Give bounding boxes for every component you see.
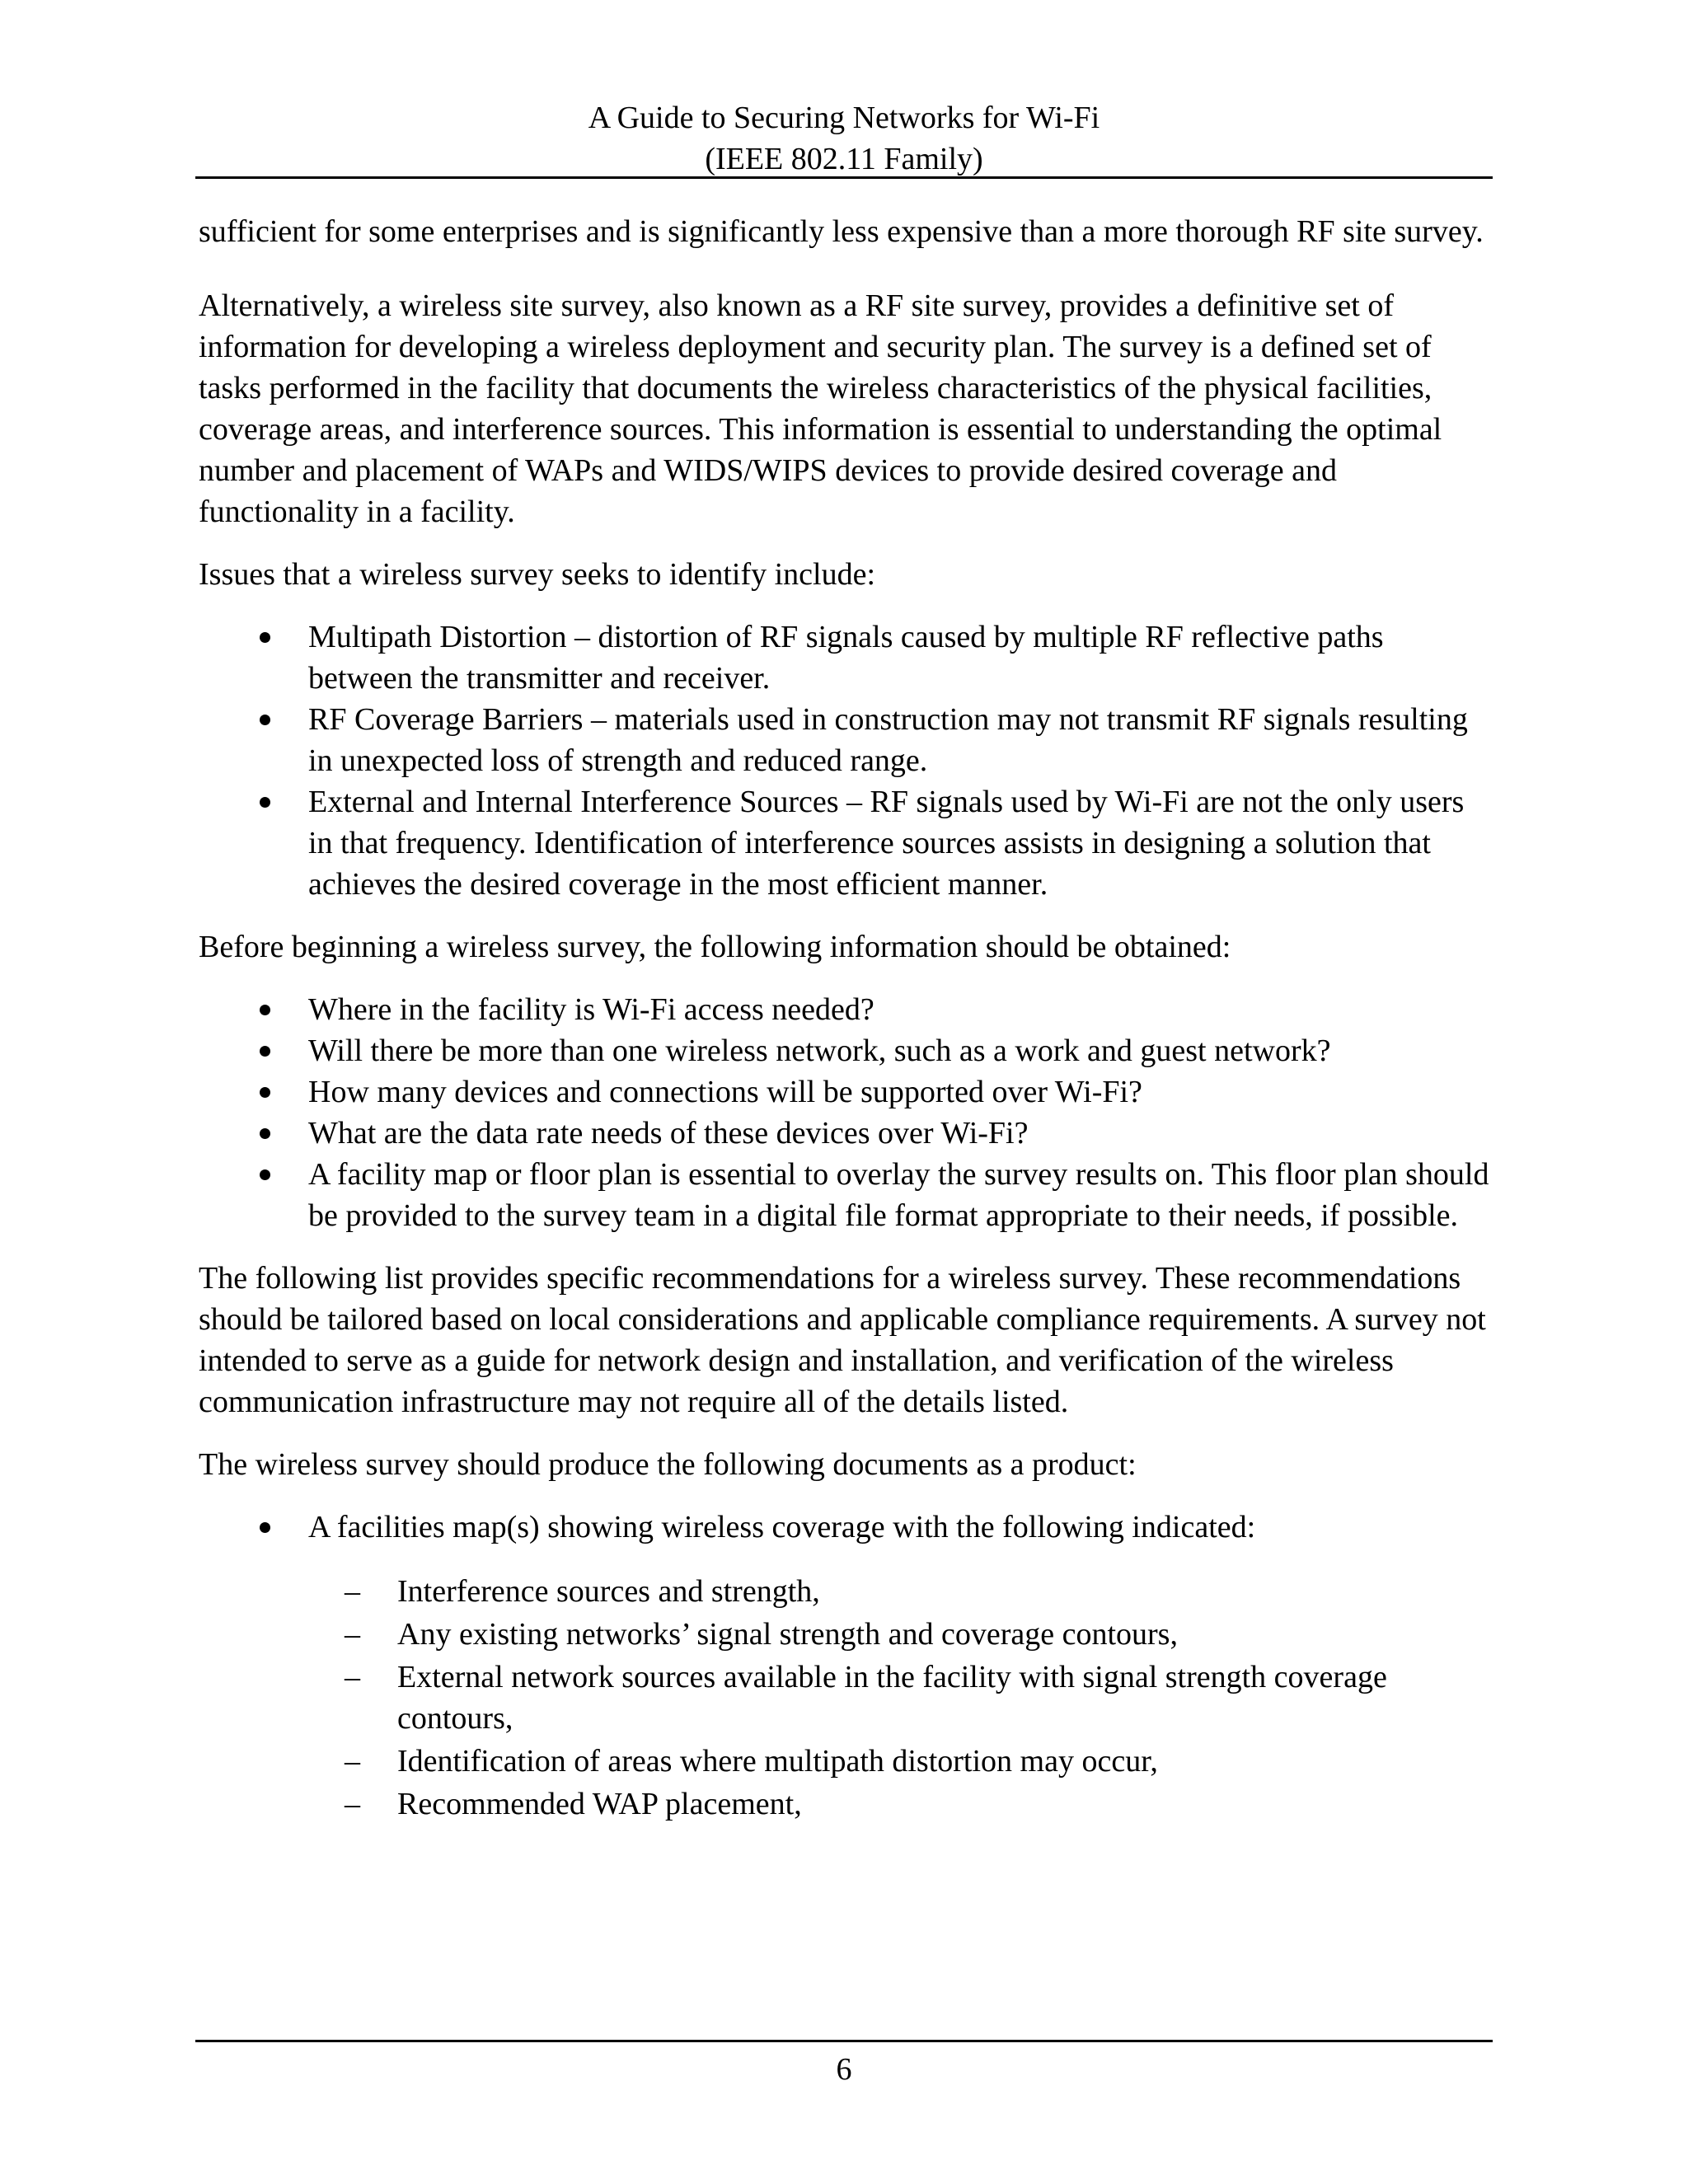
- header-rule: [195, 176, 1493, 179]
- page-number: 6: [836, 2052, 852, 2087]
- list-item: [199, 616, 1493, 699]
- list-item: [199, 781, 1493, 905]
- sublist-item: [199, 1741, 1493, 1782]
- header-title: A Guide to Securing Networks for Wi-Fi: [588, 101, 1100, 135]
- sublist-item: [199, 1614, 1493, 1655]
- sublist-item-text: Identification of areas where multipath distortion may occur,: [397, 1744, 1158, 1779]
- list-item-text: Multipath Distortion – distortion of RF signals caused by multiple RF reflective paths between the transmitter and receiver.: [308, 620, 1384, 696]
- paragraph-products-intro: The wireless survey should produce the following documents as a product:: [199, 1447, 1137, 1482]
- list-item: [199, 989, 1493, 1030]
- paragraph-recommendations: The following list provides specific recommendations for a wireless survey. These recommendations should be tailored based on local considerations and applicable compliance requirements. A survey not intended to serve as a guide for network design and installation, and verification of the wireless communication infrastructure may not require all of the details listed.: [199, 1261, 1486, 1419]
- preinfo-list: [199, 989, 1493, 1236]
- list-item-text: RF Coverage Barriers – materials used in construction may not transmit RF signals resulting in unexpected loss of strength and reduced range.: [308, 702, 1468, 778]
- running-header: [195, 97, 1493, 180]
- list-item-text: What are the data rate needs of these devices over Wi-Fi?: [308, 1116, 1029, 1151]
- paragraph-issues-intro: Issues that a wireless survey seeks to identify include:: [199, 557, 876, 592]
- products-list: [199, 1507, 1493, 1548]
- list-item-text: Will there be more than one wireless network, such as a work and guest network?: [308, 1033, 1331, 1068]
- sublist-item: [199, 1571, 1493, 1612]
- header-subtitle: (IEEE 802.11 Family): [705, 142, 983, 176]
- list-item-text: Where in the facility is Wi-Fi access needed?: [308, 992, 874, 1027]
- issues-list: [199, 616, 1493, 905]
- sublist-item-text: Recommended WAP placement,: [397, 1787, 802, 1821]
- dash-marker: –: [345, 1574, 360, 1609]
- footer-rule: [195, 2040, 1493, 2042]
- list-item: [199, 1154, 1493, 1236]
- sublist-item: [199, 1783, 1493, 1825]
- list-item: [199, 1113, 1493, 1154]
- dash-marker: –: [345, 1744, 360, 1779]
- dash-marker: –: [345, 1787, 360, 1821]
- sublist-item-text: Interference sources and strength,: [397, 1574, 820, 1609]
- paragraph-site-survey: Alternatively, a wireless site survey, also known as a RF site survey, provides a definitive set of information for developing a wireless deployment and security plan. The survey is a defined set of tasks performed in the facility that documents the wireless characteristics of the physical facilities, coverage areas, and interference sources. This information is essential to understanding the optimal number and placement of WAPs and WIDS/WIPS devices to provide desired coverage and functionality in a facility.: [199, 288, 1442, 529]
- list-item: [199, 1071, 1493, 1113]
- sublist-item-text: Any existing networks’ signal strength and coverage contours,: [397, 1617, 1178, 1652]
- page-body: [199, 211, 1493, 1826]
- sublist-item-text: External network sources available in the facility with signal strength coverage contours,: [397, 1660, 1387, 1736]
- paragraph-continuation: sufficient for some enterprises and is significantly less expensive than a more thorough RF site survey.: [199, 214, 1484, 249]
- list-item-text: A facilities map(s) showing wireless coverage with the following indicated:: [308, 1510, 1256, 1544]
- list-item: [199, 1507, 1493, 1548]
- list-item-text: How many devices and connections will be supported over Wi-Fi?: [308, 1075, 1142, 1109]
- list-item-text: External and Internal Interference Sources – RF signals used by Wi-Fi are not the only users in that frequency. Identification of interference sources assists in designing a solution that achieves the desired coverage in the most efficient manner.: [308, 785, 1465, 902]
- list-item-text: A facility map or floor plan is essential to overlay the survey results on. This floor plan should be provided to the survey team in a digital file format appropriate to their needs, if possible.: [308, 1157, 1489, 1233]
- list-item: [199, 699, 1493, 781]
- dash-marker: –: [345, 1617, 360, 1652]
- dash-marker: –: [345, 1660, 360, 1694]
- sublist-item: [199, 1657, 1493, 1739]
- list-item: [199, 1030, 1493, 1071]
- facilities-map-sublist: [199, 1571, 1493, 1825]
- paragraph-preinfo-intro: Before beginning a wireless survey, the following information should be obtained:: [199, 930, 1231, 964]
